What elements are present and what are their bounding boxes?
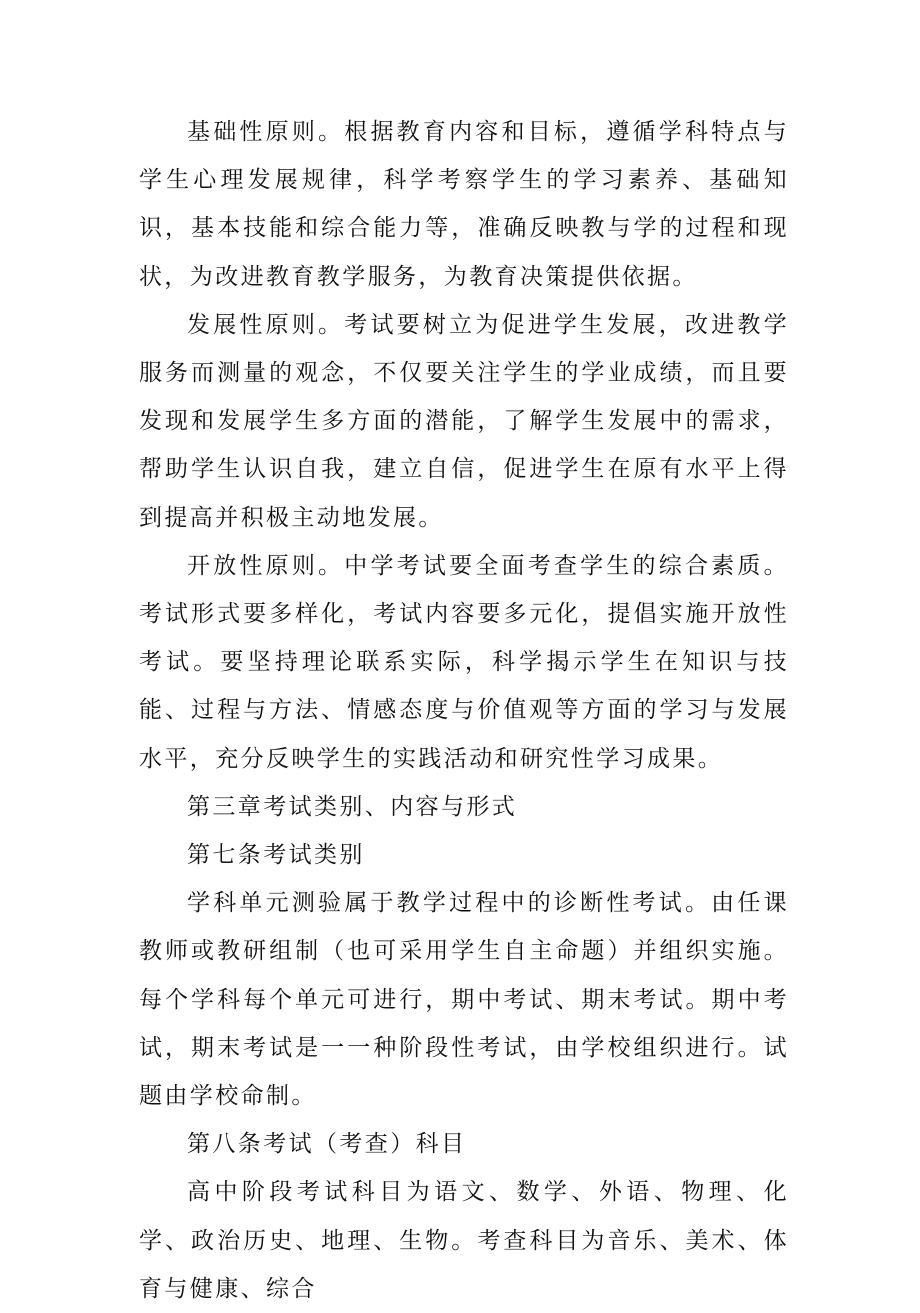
article-eight-heading: 第八条考试（考查）科目 [187,1131,467,1158]
article-seven-heading: 第七条考试类别 [187,842,365,869]
paragraph-exam-categories: 学科单元测验属于教学过程中的诊断性考试。由任课教师或教研组制（也可采用学生自主命题）并组织实施。每个学科每个单元可进行，期中考试、期末考试。期中考试，期末考试是一一种阶段性考试，由学校组织进行。试题由学校命制。 [139,890,789,1110]
paragraph-development-principle: 发展性原则。考试要树立为促进学生发展，改进教学服务而测量的观念，不仅要关注学生的学业成绩，而且要发现和发展学生多方面的潜能，了解学生发展中的需求，帮助学生认识自我，建立自信，促进学生在原有水平上得到提高并积极主动地发展。 [139,311,789,531]
paragraph-exam-subjects: 高中阶段考试科目为语文、数学、外语、物理、化学、政治历史、地理、生物。考查科目为音乐、美术、体育与健康、综合 [139,1179,789,1302]
chapter-three-heading: 第三章考试类别、内容与形式 [187,793,518,820]
document-body [139,108,789,1313]
paragraph-basic-principle: 基础性原则。根据教育内容和目标，遵循学科特点与学生心理发展规律，科学考察学生的学习素养、基础知识，基本技能和综合能力等，准确反映教与学的过程和现状，为改进教育教学服务，为教育决策提供依据。 [139,119,789,290]
paragraph-openness-principle: 开放性原则。中学考试要全面考查学生的综合素质。考试形式要多样化，考试内容要多元化，提倡实施开放性考试。要坚持理论联系实际，科学揭示学生在知识与技能、过程与方法、情感态度与价值观等方面的学习与发展水平，充分反映学生的实践活动和研究性学习成果。 [139,552,789,772]
